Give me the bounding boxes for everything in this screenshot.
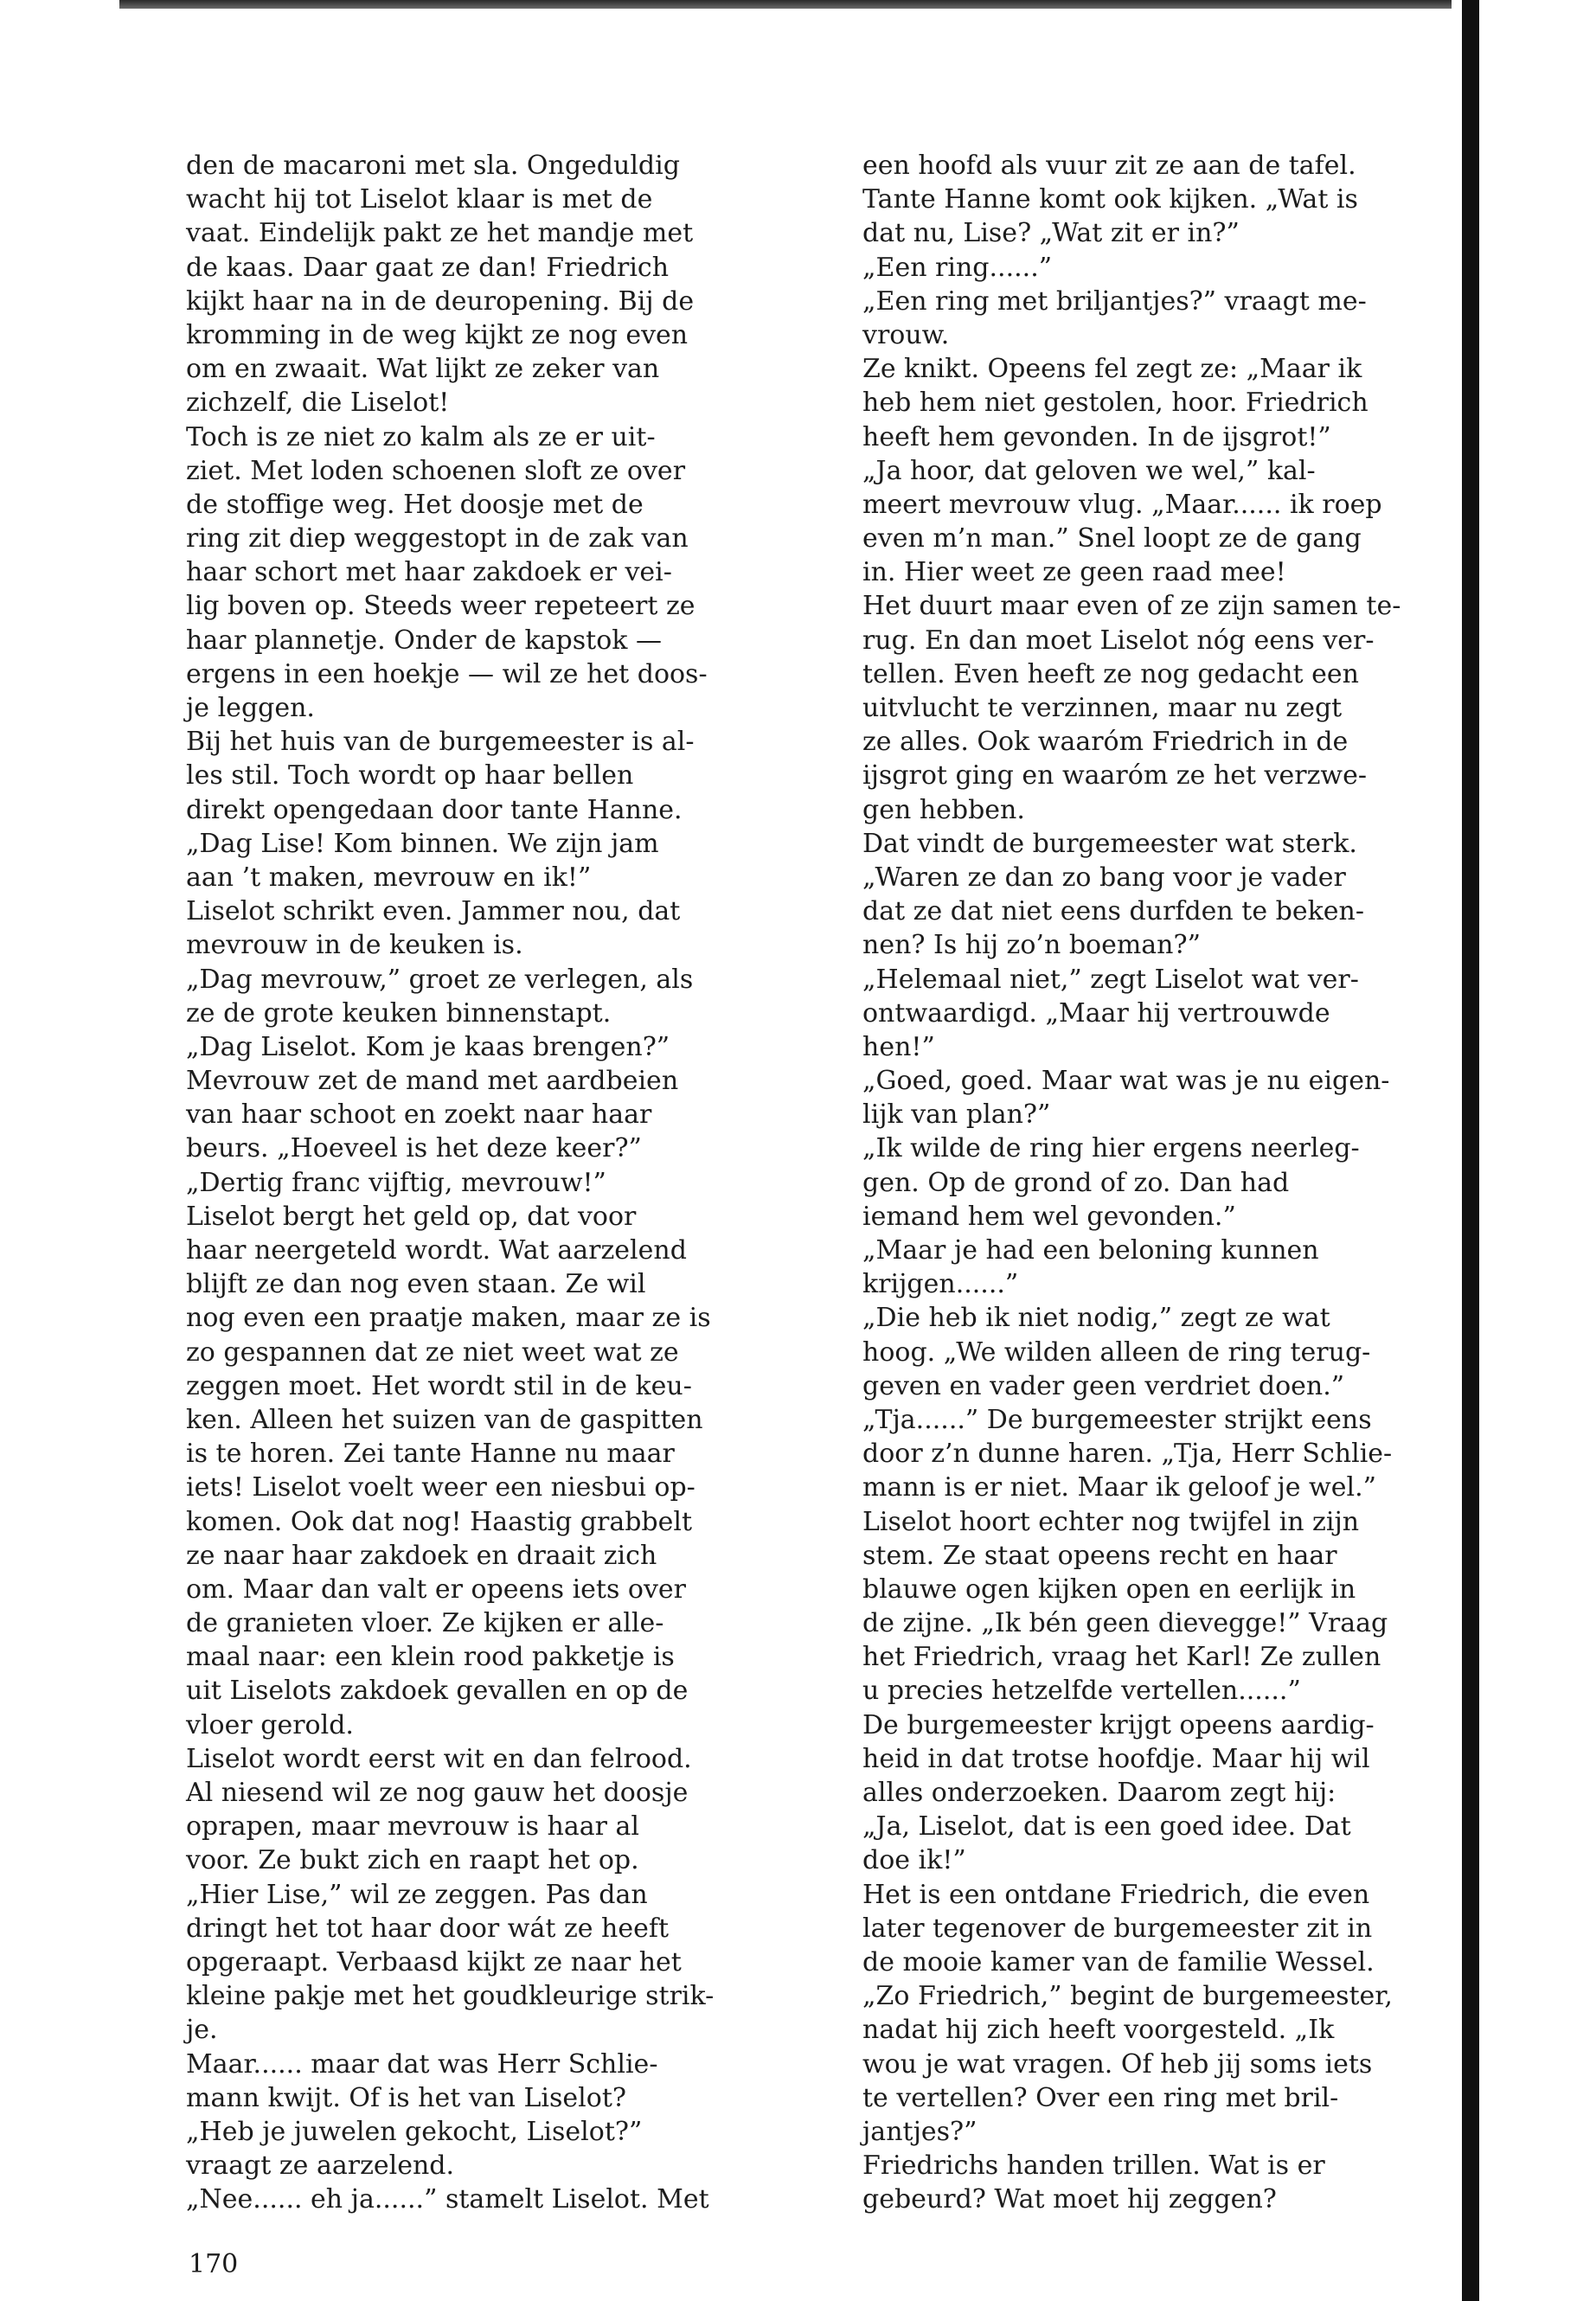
- text-line: gen. Op de grond of zo. Dan had: [862, 1167, 1290, 1198]
- text-line: vaat. Eindelijk pakt ze het mandje met: [186, 218, 694, 249]
- text-line: ergens in een hoekje — wil ze het doos-: [186, 658, 708, 689]
- text-line: kleine pakje met het goudkleurige strik-: [186, 1981, 715, 2012]
- text-line: blauwe ogen kijken open en eerlijk in: [862, 1574, 1356, 1605]
- text-line: hen!”: [862, 1031, 935, 1062]
- text-line: Bij het huis van de burgemeester is al-: [186, 727, 695, 758]
- text-line: krijgen......”: [862, 1269, 1019, 1300]
- text-line: de zijne. „Ik bén geen dievegge!” Vraag: [862, 1608, 1388, 1639]
- text-line: ring zit diep weggestopt in de zak van: [186, 523, 689, 554]
- text-line: Liselot bergt het geld op, dat voor: [186, 1201, 637, 1232]
- text-line: „Dag mevrouw,” groet ze verlegen, als: [186, 964, 694, 995]
- text-line: om en zwaait. Wat lijkt ze zeker van: [186, 354, 660, 385]
- text-line: alles onderzoeken. Daarom zegt hij:: [862, 1778, 1336, 1808]
- text-line: opgeraapt. Verbaasd kijkt ze naar het: [186, 1946, 682, 1977]
- text-line: heeft hem gevonden. In de ijsgrot!”: [862, 421, 1331, 452]
- text-line: dat ze dat niet eens durfden te beken-: [862, 896, 1364, 927]
- text-line: ze naar haar zakdoek en draait zich: [186, 1540, 657, 1571]
- text-line: De burgemeester krijgt opeens aardig-: [862, 1709, 1375, 1740]
- text-line: kijkt haar na in de deuropening. Bij de: [186, 285, 695, 317]
- text-line: gen hebben.: [862, 794, 1025, 825]
- text-line: maal naar: een klein rood pakketje is: [186, 1642, 675, 1673]
- text-line: „Dertig franc vijftig, mevrouw!”: [186, 1167, 606, 1198]
- scan-edge-top: [119, 0, 1452, 9]
- text-line: ken. Alleen het suizen van de gaspitten: [186, 1404, 703, 1435]
- text-line: vraagt ze aarzelend.: [186, 2150, 455, 2182]
- text-line: ze alles. Ook waaróm Friedrich in de: [862, 727, 1349, 758]
- text-line: zichzelf, die Liselot!: [186, 388, 450, 419]
- text-line: rug. En dan moet Liselot nóg eens ver-: [862, 625, 1375, 656]
- text-line: Mevrouw zet de mand met aardbeien: [186, 1066, 679, 1097]
- text-line: een hoofd als vuur zit ze aan de tafel.: [862, 151, 1356, 181]
- text-line: Maar...... maar dat was Herr Schlie-: [186, 2048, 658, 2080]
- text-line: mevrouw in de keuken is.: [186, 930, 523, 961]
- text-line: wacht hij tot Liselot klaar is met de: [186, 184, 653, 215]
- text-line: Liselot hoort echter nog twijfel in zijn: [862, 1506, 1360, 1537]
- text-line: ontwaardigd. „Maar hij vertrouwde: [862, 997, 1330, 1029]
- text-line: is te horen. Zei tante Hanne nu maar: [186, 1439, 675, 1470]
- text-line: het Friedrich, vraag het Karl! Ze zullen: [862, 1642, 1381, 1673]
- text-line: vloer gerold.: [186, 1709, 354, 1740]
- text-line: Tante Hanne komt ook kijken. „Wat is: [862, 184, 1358, 215]
- text-line: heid in dat trotse hoofdje. Maar hij wil: [862, 1743, 1370, 1774]
- text-line: haar neergeteld wordt. Wat aarzelend: [186, 1235, 687, 1266]
- text-line: „Ja, Liselot, dat is een goed idee. Dat: [862, 1811, 1351, 1843]
- text-line: gebeurd? Wat moet hij zeggen?: [862, 2184, 1277, 2215]
- text-line: haar schort met haar zakdoek er vei-: [186, 557, 672, 588]
- text-line: „Goed, goed. Maar wat was je nu eigen-: [862, 1066, 1390, 1097]
- text-line: meert mevrouw vlug. „Maar...... ik roep: [862, 489, 1382, 520]
- right-text-column: [862, 149, 1451, 2216]
- text-line: „Nee...... eh ja......” stamelt Liselot. Met: [186, 2184, 709, 2215]
- text-line: iemand hem wel gevonden.”: [862, 1201, 1236, 1232]
- text-line: even m’n man.” Snel loopt ze de gang: [862, 523, 1362, 554]
- text-line: u precies hetzelfde vertellen......”: [862, 1676, 1301, 1707]
- text-line: je leggen.: [186, 693, 315, 723]
- text-line: ziet. Met loden schoenen sloft ze over: [186, 455, 686, 486]
- text-line: „Waren ze dan zo bang voor je vader: [862, 862, 1346, 893]
- text-line: Het is een ontdane Friedrich, die even: [862, 1879, 1370, 1910]
- text-line: komen. Ook dat nog! Haastig grabbelt: [186, 1506, 693, 1537]
- text-line: dringt het tot haar door wát ze heeft: [186, 1913, 670, 1944]
- text-line: tellen. Even heeft ze nog gedacht een: [862, 658, 1359, 689]
- text-line: jantjes?”: [862, 2116, 977, 2147]
- text-line: stem. Ze staat opeens recht en haar: [862, 1540, 1337, 1571]
- text-line: oprapen, maar mevrouw is haar al: [186, 1811, 640, 1843]
- text-line: voor. Ze bukt zich en raapt het op.: [186, 1845, 639, 1876]
- text-line: de granieten vloer. Ze kijken er alle-: [186, 1608, 664, 1639]
- left-text-column: [186, 149, 774, 2216]
- text-line: later tegenover de burgemeester zit in: [862, 1913, 1373, 1944]
- text-line: nog even een praatje maken, maar ze is: [186, 1303, 711, 1334]
- text-line: „Dag Lise! Kom binnen. We zijn jam: [186, 828, 659, 859]
- text-line: Ze knikt. Opeens fel zegt ze: „Maar ik: [862, 354, 1362, 385]
- text-line: „Die heb ik niet nodig,” zegt ze wat: [862, 1303, 1330, 1334]
- text-line: Toch is ze niet zo kalm als ze er uit-: [186, 421, 656, 452]
- text-line: wou je wat vragen. Of heb jij soms iets: [862, 2048, 1373, 2080]
- text-line: uit Liselots zakdoek gevallen en op de: [186, 1676, 689, 1707]
- text-line: je.: [186, 2015, 218, 2046]
- text-line: dat nu, Lise? „Wat zit er in?”: [862, 218, 1240, 249]
- text-line: ijsgrot ging en waaróm ze het verzwe-: [862, 760, 1367, 792]
- text-line: de stoffige weg. Het doosje met de: [186, 489, 644, 520]
- text-line: de mooie kamer van de familie Wessel.: [862, 1946, 1375, 1977]
- text-line: nadat hij zich heeft voorgesteld. „Ik: [862, 2015, 1335, 2046]
- text-line: Al niesend wil ze nog gauw het doosje: [186, 1778, 689, 1808]
- text-line: zo gespannen dat ze niet weet wat ze: [186, 1336, 679, 1368]
- text-line: mann kwijt. Of is het van Liselot?: [186, 2082, 626, 2113]
- text-line: „Heb je juwelen gekocht, Liselot?”: [186, 2116, 643, 2147]
- text-line: te vertellen? Over een ring met bril-: [862, 2082, 1339, 2113]
- text-line: nen? Is hij zo’n boeman?”: [862, 930, 1201, 961]
- text-line: Dat vindt de burgemeester wat sterk.: [862, 828, 1357, 859]
- text-line: mann is er niet. Maar ik geloof je wel.”: [862, 1472, 1376, 1503]
- text-line: „Ja hoor, dat geloven we wel,” kal-: [862, 455, 1316, 486]
- text-line: heb hem niet gestolen, hoor. Friedrich: [862, 388, 1368, 419]
- text-line: door z’n dunne haren. „Tja, Herr Schlie-: [862, 1439, 1393, 1470]
- text-line: om. Maar dan valt er opeens iets over: [186, 1574, 687, 1605]
- text-line: beurs. „Hoeveel is het deze keer?”: [186, 1133, 642, 1164]
- text-line: „Een ring met briljantjes?” vraagt me-: [862, 285, 1367, 317]
- text-line: doe ik!”: [862, 1845, 966, 1876]
- text-line: van haar schoot en zoekt naar haar: [186, 1099, 652, 1131]
- scan-edge-right: [1462, 0, 1479, 2301]
- text-line: „Ik wilde de ring hier ergens neerleg-: [862, 1133, 1360, 1164]
- text-line: „Zo Friedrich,” begint de burgemeester,: [862, 1981, 1393, 2012]
- text-line: les stil. Toch wordt op haar bellen: [186, 760, 634, 792]
- text-line: zeggen moet. Het wordt stil in de keu-: [186, 1370, 692, 1401]
- text-line: lijk van plan?”: [862, 1099, 1051, 1131]
- text-line: „Een ring......”: [862, 252, 1053, 283]
- text-line: Liselot schrikt even. Jammer nou, dat: [186, 896, 681, 927]
- text-line: geven en vader geen verdriet doen.”: [862, 1370, 1345, 1401]
- text-line: aan ’t maken, mevrouw en ik!”: [186, 862, 592, 893]
- text-line: „Tja......” De burgemeester strijkt eens: [862, 1404, 1372, 1435]
- text-line: direkt opengedaan door tante Hanne.: [186, 794, 683, 825]
- text-line: „Hier Lise,” wil ze zeggen. Pas dan: [186, 1879, 648, 1910]
- text-line: kromming in de weg kijkt ze nog even: [186, 319, 689, 350]
- text-line: Liselot wordt eerst wit en dan felrood.: [186, 1743, 692, 1774]
- text-line: den de macaroni met sla. Ongeduldig: [186, 151, 680, 181]
- text-line: iets! Liselot voelt weer een niesbui op-: [186, 1472, 695, 1503]
- text-line: ze de grote keuken binnenstapt.: [186, 997, 612, 1029]
- text-line: „Dag Liselot. Kom je kaas brengen?”: [186, 1031, 670, 1062]
- text-line: „Maar je had een beloning kunnen: [862, 1235, 1319, 1266]
- page-number: 170: [189, 2249, 239, 2279]
- text-line: hoog. „We wilden alleen de ring terug-: [862, 1336, 1371, 1368]
- text-line: lig boven op. Steeds weer repeteert ze: [186, 591, 695, 622]
- text-line: „Helemaal niet,” zegt Liselot wat ver-: [862, 964, 1359, 995]
- text-line: blijft ze dan nog even staan. Ze wil: [186, 1269, 646, 1300]
- text-line: uitvlucht te verzinnen, maar nu zegt: [862, 693, 1343, 723]
- text-line: vrouw.: [862, 319, 950, 350]
- text-line: in. Hier weet ze geen raad mee!: [862, 557, 1286, 588]
- text-line: de kaas. Daar gaat ze dan! Friedrich: [186, 252, 670, 283]
- text-line: Het duurt maar even of ze zijn samen te-: [862, 591, 1401, 622]
- text-line: haar plannetje. Onder de kapstok —: [186, 625, 662, 656]
- text-line: Friedrichs handen trillen. Wat is er: [862, 2150, 1325, 2182]
